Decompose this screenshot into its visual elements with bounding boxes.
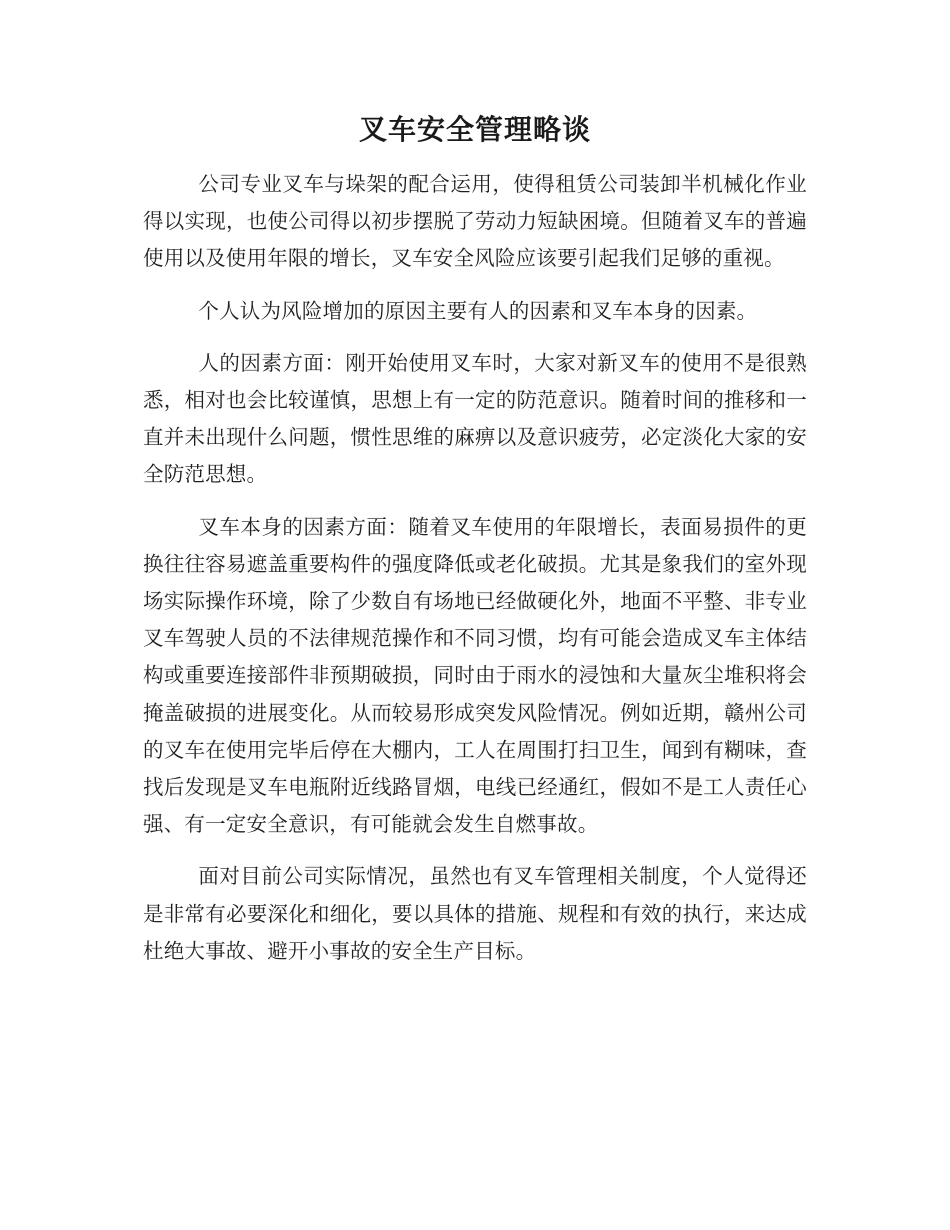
paragraph-forklift-factors: 叉车本身的因素方面：随着叉车使用的年限增长，表面易损件的更换往往容易遮盖重要构件的强度降低或老化破损。尤其是象我们的室外现场实际操作环境，除了少数自有场地已经做硬化外，地面不平整、非专业叉车驾驶人员的不法律规范操作和不同习惯，均有可能会造成叉车主体结构或重要连接部件非预期破损，同时由于雨水的浸蚀和大量灰尘堆积将会掩盖破损的进展变化。从而较易形成突发风险情况。例如近期，赣州公司的叉车在使用完毕后停在大棚内，工人在周围打扫卫生，闻到有糊味，查找后发现是叉车电瓶附近线路冒烟，电线已经通红，假如不是工人责任心强、有一定安全意识，有可能就会发生自燃事故。 [143, 514, 807, 837]
paragraph-intro: 公司专业叉车与垛架的配合运用，使得租赁公司装卸半机械化作业得以实现，也使公司得以初步摆脱了劳动力短缺困境。但随着叉车的普遍使用以及使用年限的增长，叉车安全风险应该要引起我们足够的重视。 [143, 172, 807, 271]
document-body [143, 166, 807, 970]
document-title: 叉车安全管理略谈 [358, 113, 591, 146]
paragraph-human-factors: 人的因素方面：刚开始使用叉车时，大家对新叉车的使用不是很熟悉，相对也会比较谨慎，思想上有一定的防范意识。随着时间的推移和一直并未出现什么问题，惯性思维的麻痹以及意识疲劳，必定淡化大家的安全防范思想。 [143, 350, 807, 487]
paragraph-risk-factors: 个人认为风险增加的原因主要有人的因素和叉车本身的因素。 [198, 298, 758, 323]
paragraph-conclusion: 面对目前公司实际情况，虽然也有叉车管理相关制度，个人觉得还是非常有必要深化和细化，要以具体的措施、规程和有效的执行，来达成杜绝大事故、避开小事故的安全生产目标。 [143, 864, 807, 963]
